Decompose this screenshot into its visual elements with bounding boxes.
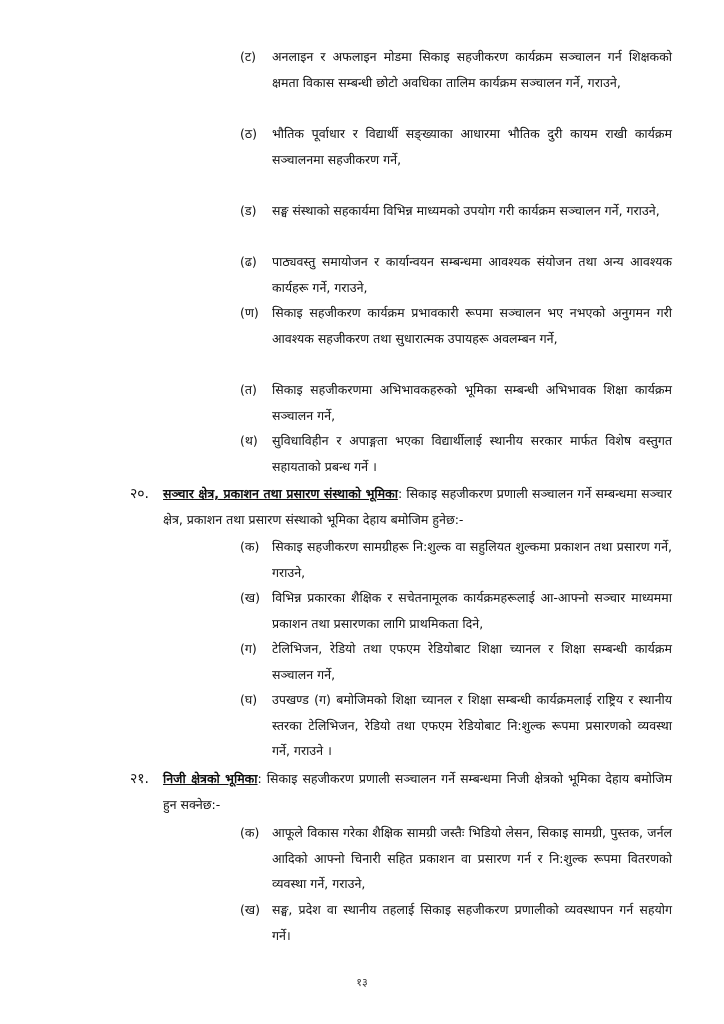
item-text: टेलिभिजन, रेडियो तथा एफएम रेडियोबाट शिक्षा च्यानल र शिक्षा सम्बन्धी कार्यक्रम सञ्चालन गर्ने,: [272, 641, 672, 682]
list-item: [240, 897, 672, 948]
section-heading: निजी क्षेत्रको भूमिका: [163, 771, 258, 786]
item-text: सङ्घ, प्रदेश वा स्थानीय तहलाई सिकाइ सहजीकरण प्रणालीको व्यवस्थापन गर्न सहयोग गर्ने।: [272, 902, 672, 943]
list-item: [240, 534, 672, 585]
list-item: [240, 585, 672, 636]
item-text: अनलाइन र अफलाइन मोडमा सिकाइ सहजीकरण कार्यक्रम सञ्चालन गर्न शिक्षकको क्षमता विकास सम्बन्धी छोटो अवधिका तालिम कार्यक्रम सञ्चालन गर्ने, गराउने,: [272, 49, 672, 90]
item-text: सिकाइ सहजीकरणमा अभिभावकहरुको भूमिका सम्बन्धी अभिभावक शिक्षा कार्यक्रम सञ्चालन गर्ने,: [272, 382, 672, 423]
section-intro: सिकाइ सहजीकरण प्रणाली सञ्चालन गर्ने सम्बन्धमा सञ्चार क्षेत्र, प्रकाशन तथा प्रसारण संस्थाको भूमिका देहाय बमोजिम हुनेछ:-: [163, 486, 672, 527]
item-label: (ण): [240, 305, 259, 320]
item-text: उपखण्ड (ग) बमोजिमको शिक्षा च्यानल र शिक्षा सम्बन्धी कार्यक्रमलाई राष्ट्रिय र स्थानीय स्तरका टेलिभिजन, रेडियो तथा एफएम रेडियोबाट नि:शुल्क रूपमा प्रसारणको व्यवस्था गर्ने, गराउने ।: [272, 692, 672, 758]
item-label: (ग): [240, 641, 257, 656]
list-item: [240, 428, 672, 479]
section-20: [130, 481, 672, 533]
item-text: आफूले विकास गरेका शैक्षिक सामग्री जस्तैः भिडियो लेसन, सिकाइ सामग्री, पुस्तक, जर्नल आदिको आफ्नो चिनारी सहित प्रकाशन वा प्रसारण गर्न र नि:शुल्क रूपमा वितरणको व्यवस्था गर्ने, गराउने,: [272, 825, 672, 891]
heading-colon: :: [397, 486, 403, 501]
item-text: सङ्घ संस्थाको सहकार्यमा विभिन्न माध्यमको उपयोग गरी कार्यक्रम सञ्चालन गर्ने, गराउने,: [272, 203, 660, 218]
item-label: (ट): [240, 49, 257, 64]
page-number: १३: [356, 976, 368, 989]
list-item: [240, 44, 672, 95]
list-item: [240, 636, 672, 687]
list-item: [240, 121, 672, 172]
item-label: (ठ): [240, 126, 258, 141]
list-item: [240, 820, 672, 897]
section-21: [130, 766, 672, 818]
item-text: भौतिक पूर्वाधार र विद्यार्थी सङ्ख्याका आधारमा भौतिक दुरी कायम राखी कार्यक्रम सञ्चालनमा सहजीकरण गर्ने,: [272, 126, 672, 167]
item-label: (ढ): [240, 254, 257, 269]
item-label: (त): [240, 382, 257, 397]
section-number: २१.: [130, 771, 150, 787]
item-text: विभिन्न प्रकारका शैक्षिक र सचेतनामूलक कार्यक्रमहरूलाई आ-आफ्नो सञ्चार माध्यममा प्रकाशन तथा प्रसारणका लागि प्राथमिकता दिने,: [272, 590, 672, 631]
item-label: (ड): [240, 203, 257, 218]
item-text: पाठ्यवस्तु समायोजन र कार्यान्वयन सम्बन्धमा आवश्यक संयोजन तथा अन्य आवश्यक कार्यहरू गर्ने, गराउने,: [272, 254, 672, 295]
list-item: [240, 300, 672, 351]
item-label: (क): [240, 825, 260, 840]
list-item: [240, 377, 672, 428]
item-label: (क): [240, 539, 260, 554]
item-label: (ख): [240, 590, 260, 605]
item-text: सिकाइ सहजीकरण सामग्रीहरू नि:शुल्क वा सहुलियत शुल्कमा प्रकाशन तथा प्रसारण गर्ने, गराउने,: [272, 539, 672, 580]
section-intro: सिकाइ सहजीकरण प्रणाली सञ्चालन गर्ने सम्बन्धमा निजी क्षेत्रको भूमिका देहाय बमोजिम हुन सक्नेछ:-: [163, 771, 672, 812]
item-label: (थ): [240, 433, 258, 448]
list-item: [240, 687, 672, 764]
list-item: [240, 249, 672, 300]
heading-colon: :: [257, 771, 262, 786]
item-text: सिकाइ सहजीकरण कार्यक्रम प्रभावकारी रूपमा सञ्चालन भए नभएको अनुगमन गरी आवश्यक सहजीकरण तथा सुधारात्मक उपायहरू अवलम्बन गर्ने,: [272, 305, 672, 346]
item-label: (ख): [240, 902, 260, 917]
section-heading: सञ्चार क्षेत्र, प्रकाशन तथा प्रसारण संस्थाको भूमिका: [163, 486, 398, 501]
list-item: [240, 198, 672, 224]
item-label: (घ): [240, 692, 258, 707]
section-number: २०.: [130, 486, 150, 502]
item-text: सुविधाविहीन र अपाङ्गता भएका विद्यार्थीलाई स्थानीय सरकार मार्फत विशेष वस्तुगत सहायताको प्रबन्ध गर्ने ।: [272, 433, 672, 474]
